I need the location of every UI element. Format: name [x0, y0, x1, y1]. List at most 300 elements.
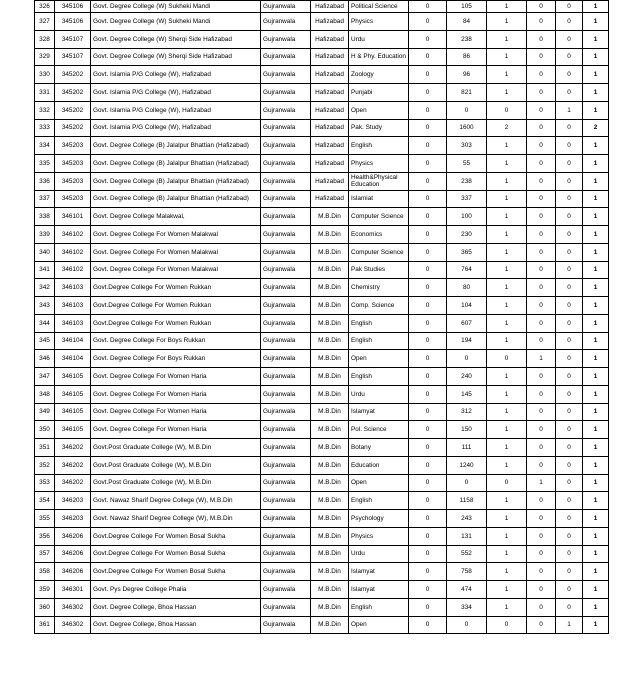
count-col-1-cell: 0 [409, 332, 447, 350]
college-name-cell: Govt. Degree College For Boys Rukkan [91, 350, 261, 368]
count-col-5-cell: 0 [556, 279, 583, 297]
division-cell: Gujranwala [261, 527, 311, 545]
count-col-3-cell: 1 [487, 368, 527, 386]
count-col-3-cell: 1 [487, 332, 527, 350]
college-name-cell: Govt. Nawaz Sharif Degree College (W), M.B.Din [91, 510, 261, 528]
total-cell: 1 [583, 261, 609, 279]
subject-cell: Pol. Science [349, 421, 409, 439]
count-col-1-cell: 0 [409, 66, 447, 84]
table-row [35, 385, 609, 403]
college-code-cell: 346203 [55, 492, 91, 510]
count-col-2-cell: 84 [447, 13, 487, 31]
total-cell: 1 [583, 616, 609, 634]
table-row [35, 314, 609, 332]
count-col-5-cell: 0 [556, 350, 583, 368]
subject-cell: Open [349, 474, 409, 492]
serial-number-cell: 332 [35, 101, 55, 119]
count-col-2-cell: 150 [447, 421, 487, 439]
college-name-cell: Govt. Degree College, Bhoa Hassan [91, 598, 261, 616]
serial-number-cell: 354 [35, 492, 55, 510]
total-cell: 1 [583, 48, 609, 66]
college-code-cell: 346102 [55, 243, 91, 261]
count-col-1-cell: 0 [409, 581, 447, 599]
subject-cell: Open [349, 616, 409, 634]
table-row [35, 190, 609, 208]
count-col-3-cell: 1 [487, 563, 527, 581]
division-cell: Gujranwala [261, 1, 311, 13]
count-col-4-cell: 0 [527, 261, 556, 279]
college-code-cell: 346102 [55, 261, 91, 279]
total-cell: 1 [583, 208, 609, 226]
count-col-2-cell: 0 [447, 616, 487, 634]
count-col-5-cell: 0 [556, 119, 583, 137]
count-col-4-cell: 0 [527, 66, 556, 84]
table-row [35, 403, 609, 421]
table-row [35, 279, 609, 297]
count-col-5-cell: 0 [556, 439, 583, 457]
division-cell: Gujranwala [261, 332, 311, 350]
count-col-5-cell: 0 [556, 581, 583, 599]
college-code-cell: 346202 [55, 474, 91, 492]
count-col-1-cell: 0 [409, 385, 447, 403]
count-col-4-cell: 0 [527, 137, 556, 155]
table-row [35, 545, 609, 563]
table-row [35, 563, 609, 581]
count-col-1-cell: 0 [409, 527, 447, 545]
college-code-cell: 346203 [55, 510, 91, 528]
serial-number-cell: 334 [35, 137, 55, 155]
college-code-cell: 345203 [55, 190, 91, 208]
count-col-3-cell: 1 [487, 545, 527, 563]
count-col-1-cell: 0 [409, 368, 447, 386]
count-col-3-cell: 1 [487, 66, 527, 84]
count-col-4-cell: 1 [527, 350, 556, 368]
college-name-cell: Govt.Post Graduate College (W), M.B.Din [91, 474, 261, 492]
district-cell: M.B.Din [311, 279, 349, 297]
subject-cell: English [349, 598, 409, 616]
table-row [35, 421, 609, 439]
count-col-1-cell: 0 [409, 350, 447, 368]
count-col-4-cell: 0 [527, 279, 556, 297]
count-col-1-cell: 0 [409, 403, 447, 421]
college-code-cell: 345202 [55, 101, 91, 119]
total-cell: 1 [583, 30, 609, 48]
district-cell: M.B.Din [311, 439, 349, 457]
count-col-3-cell: 0 [487, 616, 527, 634]
subject-cell: Physics [349, 13, 409, 31]
serial-number-cell: 338 [35, 208, 55, 226]
subject-cell: Health&Physical Education [349, 172, 409, 190]
division-cell: Gujranwala [261, 439, 311, 457]
count-col-3-cell: 0 [487, 350, 527, 368]
count-col-4-cell: 0 [527, 314, 556, 332]
division-cell: Gujranwala [261, 563, 311, 581]
table-row [35, 137, 609, 155]
table-row [35, 48, 609, 66]
college-code-cell: 346103 [55, 297, 91, 315]
count-col-4-cell: 0 [527, 226, 556, 244]
college-code-cell: 346301 [55, 581, 91, 599]
count-col-4-cell: 0 [527, 172, 556, 190]
district-cell: M.B.Din [311, 208, 349, 226]
serial-number-cell: 349 [35, 403, 55, 421]
total-cell: 1 [583, 226, 609, 244]
college-name-cell: Govt. Degree College For Women Malakwal [91, 261, 261, 279]
total-cell: 1 [583, 279, 609, 297]
table-row [35, 119, 609, 137]
count-col-3-cell: 1 [487, 30, 527, 48]
total-cell: 1 [583, 172, 609, 190]
count-col-5-cell: 0 [556, 261, 583, 279]
count-col-4-cell: 0 [527, 545, 556, 563]
total-cell: 1 [583, 510, 609, 528]
count-col-2-cell: 0 [447, 474, 487, 492]
serial-number-cell: 358 [35, 563, 55, 581]
college-name-cell: Govt.Degree College For Women Rukkan [91, 314, 261, 332]
table-row [35, 172, 609, 190]
count-col-5-cell: 1 [556, 616, 583, 634]
count-col-5-cell: 0 [556, 403, 583, 421]
count-col-1-cell: 0 [409, 30, 447, 48]
count-col-2-cell: 243 [447, 510, 487, 528]
count-col-4-cell: 0 [527, 208, 556, 226]
subject-cell: Islamyat [349, 581, 409, 599]
count-col-5-cell: 0 [556, 527, 583, 545]
count-col-1-cell: 0 [409, 137, 447, 155]
count-col-4-cell: 0 [527, 563, 556, 581]
count-col-2-cell: 131 [447, 527, 487, 545]
district-cell: Hafizabad [311, 101, 349, 119]
count-col-1-cell: 0 [409, 545, 447, 563]
subject-cell: Urdu [349, 30, 409, 48]
subject-cell: Zoology [349, 66, 409, 84]
total-cell: 1 [583, 350, 609, 368]
district-cell: M.B.Din [311, 403, 349, 421]
serial-number-cell: 357 [35, 545, 55, 563]
total-cell: 1 [583, 492, 609, 510]
count-col-3-cell: 1 [487, 48, 527, 66]
subject-cell: Comp. Science [349, 297, 409, 315]
serial-number-cell: 347 [35, 368, 55, 386]
count-col-1-cell: 0 [409, 190, 447, 208]
subject-cell: Islamyat [349, 563, 409, 581]
serial-number-cell: 333 [35, 119, 55, 137]
college-name-cell: Govt.Post Graduate College (W), M.B.Din [91, 456, 261, 474]
college-code-cell: 346101 [55, 208, 91, 226]
count-col-1-cell: 0 [409, 492, 447, 510]
college-code-cell: 346202 [55, 439, 91, 457]
serial-number-cell: 348 [35, 385, 55, 403]
count-col-1-cell: 0 [409, 155, 447, 173]
subject-cell: Physics [349, 527, 409, 545]
count-col-5-cell: 0 [556, 208, 583, 226]
count-col-3-cell: 1 [487, 172, 527, 190]
subject-cell: Psychology [349, 510, 409, 528]
college-code-cell: 346105 [55, 421, 91, 439]
college-name-cell: Govt. Degree College For Women Haria [91, 403, 261, 421]
count-col-3-cell: 1 [487, 261, 527, 279]
total-cell: 1 [583, 527, 609, 545]
college-name-cell: Govt. Degree College For Women Haria [91, 368, 261, 386]
college-name-cell: Govt.Degree College For Women Bosal Sukha [91, 545, 261, 563]
table-row [35, 84, 609, 102]
table-row [35, 332, 609, 350]
count-col-3-cell: 1 [487, 208, 527, 226]
division-cell: Gujranwala [261, 84, 311, 102]
subject-cell: English [349, 137, 409, 155]
subject-cell: English [349, 332, 409, 350]
district-cell: M.B.Din [311, 243, 349, 261]
district-cell: M.B.Din [311, 421, 349, 439]
count-col-1-cell: 0 [409, 616, 447, 634]
subject-cell: Economics [349, 226, 409, 244]
college-name-cell: Govt.Degree College For Women Rukkan [91, 297, 261, 315]
serial-number-cell: 331 [35, 84, 55, 102]
table-row [35, 474, 609, 492]
count-col-5-cell: 0 [556, 297, 583, 315]
college-name-cell: Govt. Degree College (B) Jalalpur Bhattian (Hafizabad) [91, 155, 261, 173]
college-code-cell: 346202 [55, 456, 91, 474]
serial-number-cell: 327 [35, 13, 55, 31]
table-row [35, 616, 609, 634]
serial-number-cell: 342 [35, 279, 55, 297]
division-cell: Gujranwala [261, 30, 311, 48]
count-col-5-cell: 0 [556, 492, 583, 510]
count-col-1-cell: 0 [409, 563, 447, 581]
college-code-cell: 345107 [55, 30, 91, 48]
college-name-cell: Govt. Degree College For Women Malakwal [91, 226, 261, 244]
count-col-2-cell: 758 [447, 563, 487, 581]
count-col-3-cell: 1 [487, 421, 527, 439]
count-col-1-cell: 0 [409, 439, 447, 457]
total-cell: 1 [583, 101, 609, 119]
division-cell: Gujranwala [261, 492, 311, 510]
table-row [35, 13, 609, 31]
subject-cell: Pak Studies [349, 261, 409, 279]
subject-cell: Punjabi [349, 84, 409, 102]
count-col-4-cell: 0 [527, 492, 556, 510]
division-cell: Gujranwala [261, 261, 311, 279]
serial-number-cell: 360 [35, 598, 55, 616]
district-cell: Hafizabad [311, 119, 349, 137]
table-row [35, 510, 609, 528]
division-cell: Gujranwala [261, 48, 311, 66]
count-col-1-cell: 0 [409, 421, 447, 439]
count-col-5-cell: 0 [556, 456, 583, 474]
college-name-cell: Govt. Degree College (B) Jalalpur Bhattian (Hafizabad) [91, 190, 261, 208]
count-col-2-cell: 238 [447, 30, 487, 48]
total-cell: 1 [583, 421, 609, 439]
district-cell: Hafizabad [311, 30, 349, 48]
count-col-2-cell: 0 [447, 350, 487, 368]
division-cell: Gujranwala [261, 421, 311, 439]
college-code-cell: 346105 [55, 385, 91, 403]
count-col-4-cell: 0 [527, 13, 556, 31]
total-cell: 1 [583, 439, 609, 457]
table-row [35, 492, 609, 510]
table-row [35, 208, 609, 226]
count-col-3-cell: 1 [487, 598, 527, 616]
division-cell: Gujranwala [261, 279, 311, 297]
total-cell: 1 [583, 314, 609, 332]
total-cell: 1 [583, 137, 609, 155]
table-row [35, 1, 609, 13]
serial-number-cell: 343 [35, 297, 55, 315]
count-col-1-cell: 0 [409, 119, 447, 137]
college-code-cell: 346302 [55, 598, 91, 616]
division-cell: Gujranwala [261, 190, 311, 208]
college-name-cell: Govt. Degree College (W) Sherqi Side Hafizabad [91, 48, 261, 66]
district-cell: M.B.Din [311, 226, 349, 244]
count-col-2-cell: 105 [447, 1, 487, 13]
district-cell: M.B.Din [311, 350, 349, 368]
college-name-cell: Govt. Pys Degree College Phalia [91, 581, 261, 599]
table-row [35, 226, 609, 244]
serial-number-cell: 336 [35, 172, 55, 190]
table-row [35, 456, 609, 474]
college-name-cell: Govt. Degree College (B) Jalalpur Bhattian (Hafizabad) [91, 172, 261, 190]
serial-number-cell: 329 [35, 48, 55, 66]
count-col-4-cell: 0 [527, 421, 556, 439]
count-col-4-cell: 0 [527, 403, 556, 421]
district-cell: M.B.Din [311, 510, 349, 528]
college-name-cell: Govt. Degree College (W) Sukheki Mandi [91, 13, 261, 31]
table-row [35, 368, 609, 386]
count-col-2-cell: 240 [447, 368, 487, 386]
serial-number-cell: 352 [35, 456, 55, 474]
division-cell: Gujranwala [261, 226, 311, 244]
district-cell: M.B.Din [311, 368, 349, 386]
count-col-3-cell: 1 [487, 510, 527, 528]
subject-cell: Pak. Study [349, 119, 409, 137]
total-cell: 1 [583, 13, 609, 31]
count-col-2-cell: 96 [447, 66, 487, 84]
total-cell: 1 [583, 456, 609, 474]
subject-cell: Computer Science [349, 243, 409, 261]
count-col-3-cell: 0 [487, 101, 527, 119]
division-cell: Gujranwala [261, 13, 311, 31]
count-col-4-cell: 0 [527, 439, 556, 457]
division-cell: Gujranwala [261, 137, 311, 155]
college-code-cell: 345202 [55, 84, 91, 102]
count-col-1-cell: 0 [409, 101, 447, 119]
college-code-cell: 346206 [55, 563, 91, 581]
serial-number-cell: 335 [35, 155, 55, 173]
division-cell: Gujranwala [261, 314, 311, 332]
count-col-5-cell: 0 [556, 48, 583, 66]
division-cell: Gujranwala [261, 581, 311, 599]
count-col-1-cell: 0 [409, 314, 447, 332]
college-name-cell: Govt.Degree College For Women Rukkan [91, 279, 261, 297]
college-code-cell: 346104 [55, 350, 91, 368]
college-name-cell: Govt. Degree College (W) Sherqi Side Hafizabad [91, 30, 261, 48]
district-cell: Hafizabad [311, 155, 349, 173]
district-cell: Hafizabad [311, 66, 349, 84]
count-col-3-cell: 1 [487, 137, 527, 155]
count-col-5-cell: 0 [556, 190, 583, 208]
total-cell: 1 [583, 84, 609, 102]
district-cell: M.B.Din [311, 332, 349, 350]
table-row [35, 297, 609, 315]
district-cell: Hafizabad [311, 1, 349, 13]
serial-number-cell: 326 [35, 1, 55, 13]
count-col-5-cell: 0 [556, 385, 583, 403]
total-cell: 1 [583, 563, 609, 581]
subject-cell: Political Science [349, 1, 409, 13]
serial-number-cell: 353 [35, 474, 55, 492]
serial-number-cell: 345 [35, 332, 55, 350]
count-col-4-cell: 0 [527, 598, 556, 616]
count-col-4-cell: 0 [527, 332, 556, 350]
district-cell: M.B.Din [311, 314, 349, 332]
college-code-cell: 346103 [55, 279, 91, 297]
division-cell: Gujranwala [261, 598, 311, 616]
count-col-3-cell: 1 [487, 13, 527, 31]
total-cell: 1 [583, 385, 609, 403]
count-col-5-cell: 0 [556, 421, 583, 439]
division-cell: Gujranwala [261, 66, 311, 84]
count-col-1-cell: 0 [409, 84, 447, 102]
college-code-cell: 346105 [55, 403, 91, 421]
serial-number-cell: 344 [35, 314, 55, 332]
count-col-5-cell: 0 [556, 545, 583, 563]
count-col-2-cell: 145 [447, 385, 487, 403]
table-row [35, 101, 609, 119]
division-cell: Gujranwala [261, 403, 311, 421]
count-col-3-cell: 1 [487, 581, 527, 599]
table-row [35, 581, 609, 599]
count-col-3-cell: 0 [487, 474, 527, 492]
subject-cell: Islamiat [349, 190, 409, 208]
district-cell: M.B.Din [311, 456, 349, 474]
count-col-5-cell: 0 [556, 474, 583, 492]
count-col-5-cell: 0 [556, 368, 583, 386]
subject-cell: English [349, 492, 409, 510]
district-cell: M.B.Din [311, 261, 349, 279]
college-code-cell: 346104 [55, 332, 91, 350]
college-name-cell: Govt. Degree College For Women Haria [91, 385, 261, 403]
count-col-3-cell: 2 [487, 119, 527, 137]
count-col-4-cell: 0 [527, 510, 556, 528]
college-name-cell: Govt. Islamia P/G College (W), Hafizabad [91, 84, 261, 102]
count-col-5-cell: 0 [556, 13, 583, 31]
count-col-3-cell: 1 [487, 279, 527, 297]
count-col-3-cell: 1 [487, 527, 527, 545]
district-cell: Hafizabad [311, 84, 349, 102]
count-col-4-cell: 0 [527, 456, 556, 474]
district-cell: M.B.Din [311, 527, 349, 545]
college-name-cell: Govt. Degree College (B) Jalalpur Bhattian (Hafizabad) [91, 137, 261, 155]
count-col-2-cell: 0 [447, 101, 487, 119]
count-col-2-cell: 1240 [447, 456, 487, 474]
serial-number-cell: 361 [35, 616, 55, 634]
count-col-4-cell: 0 [527, 527, 556, 545]
division-cell: Gujranwala [261, 510, 311, 528]
table-row [35, 527, 609, 545]
college-code-cell: 345202 [55, 119, 91, 137]
count-col-1-cell: 0 [409, 598, 447, 616]
count-col-4-cell: 0 [527, 385, 556, 403]
district-cell: Hafizabad [311, 137, 349, 155]
count-col-1-cell: 0 [409, 243, 447, 261]
count-col-5-cell: 0 [556, 137, 583, 155]
district-cell: M.B.Din [311, 474, 349, 492]
subject-cell: English [349, 314, 409, 332]
count-col-1-cell: 0 [409, 297, 447, 315]
total-cell: 1 [583, 332, 609, 350]
college-code-cell: 345106 [55, 13, 91, 31]
subject-cell: Islamyat [349, 403, 409, 421]
